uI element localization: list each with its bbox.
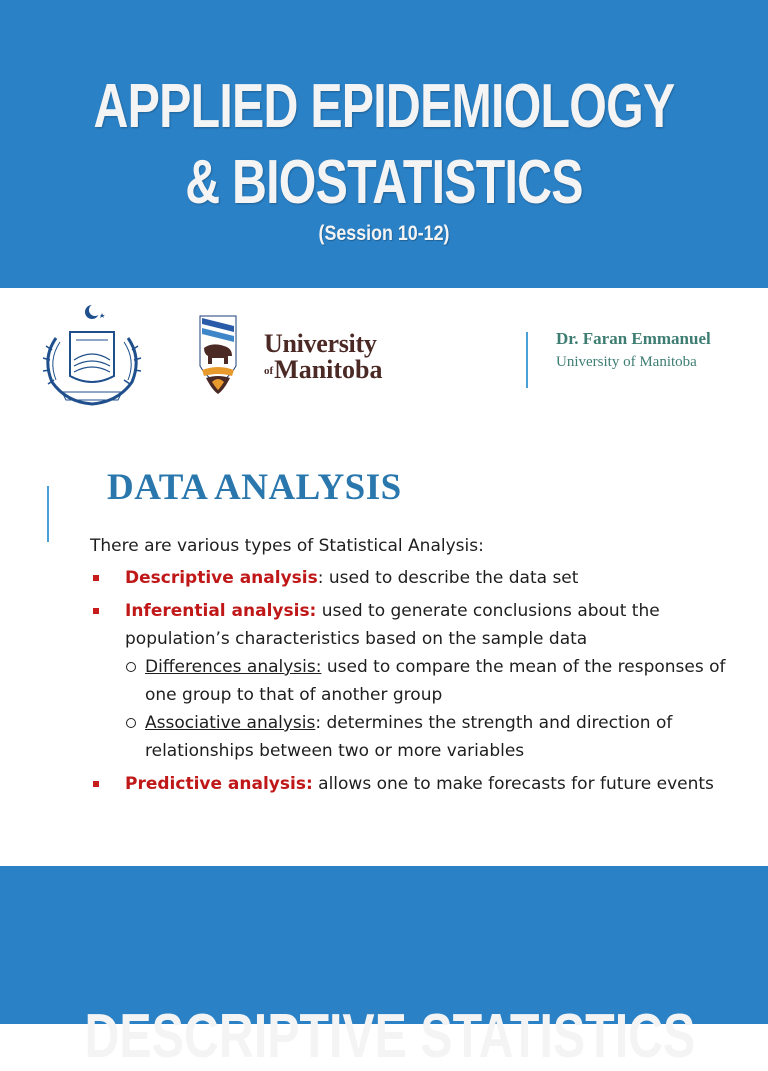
title-line-1: APPLIED EPIDEMIOLOGY xyxy=(93,72,675,141)
university-wordmark-line-1: University xyxy=(264,329,377,358)
university-crest-logo xyxy=(38,298,146,410)
text-differences: used to compare the mean of the responses of one group to that of another group xyxy=(145,657,726,705)
bullet-descriptive xyxy=(90,564,750,592)
university-wordmark-of: of xyxy=(264,365,274,377)
next-slide-title: DESCRIPTIVE STATISTICS xyxy=(84,1002,696,1071)
text-predictive: allows one to make forecasts for future events xyxy=(312,774,714,794)
text-associative: : determines the strength and direction of relationships between two or more variables xyxy=(145,713,673,761)
term-associative: Associative analysis xyxy=(145,713,316,733)
university-of-manitoba-shield-logo xyxy=(198,312,238,398)
university-wordmark-line-2 xyxy=(264,356,383,385)
text-inferential: used to generate conclusions about the population’s characteristics based on the sample data xyxy=(125,601,660,649)
subbullet-differences xyxy=(90,653,750,709)
term-descriptive: Descriptive analysis xyxy=(125,568,318,588)
subbullet-associative xyxy=(90,709,750,765)
term-predictive: Predictive analysis: xyxy=(125,774,313,794)
header-divider xyxy=(526,332,528,388)
bullet-predictive xyxy=(90,770,750,798)
title-line-2: & BIOSTATISTICS xyxy=(185,148,583,217)
section-title: DATA ANALYSIS xyxy=(107,467,402,508)
session-label: (Session 10-12) xyxy=(318,222,450,245)
presenter-affiliation: University of Manitoba xyxy=(556,354,697,370)
term-inferential: Inferential analysis: xyxy=(125,601,317,621)
text-descriptive: : used to describe the data set xyxy=(317,568,579,588)
bullet-inferential xyxy=(90,597,750,653)
next-slide-banner xyxy=(0,866,768,1024)
content-body xyxy=(90,533,750,798)
section-accent-bar xyxy=(47,486,49,542)
term-differences: Differences analysis: xyxy=(145,657,322,677)
university-wordmark-manitoba: Manitoba xyxy=(274,355,383,384)
presenter-name: Dr. Faran Emmanuel xyxy=(556,329,711,348)
intro-text: There are various types of Statistical Analysis: xyxy=(90,536,484,556)
